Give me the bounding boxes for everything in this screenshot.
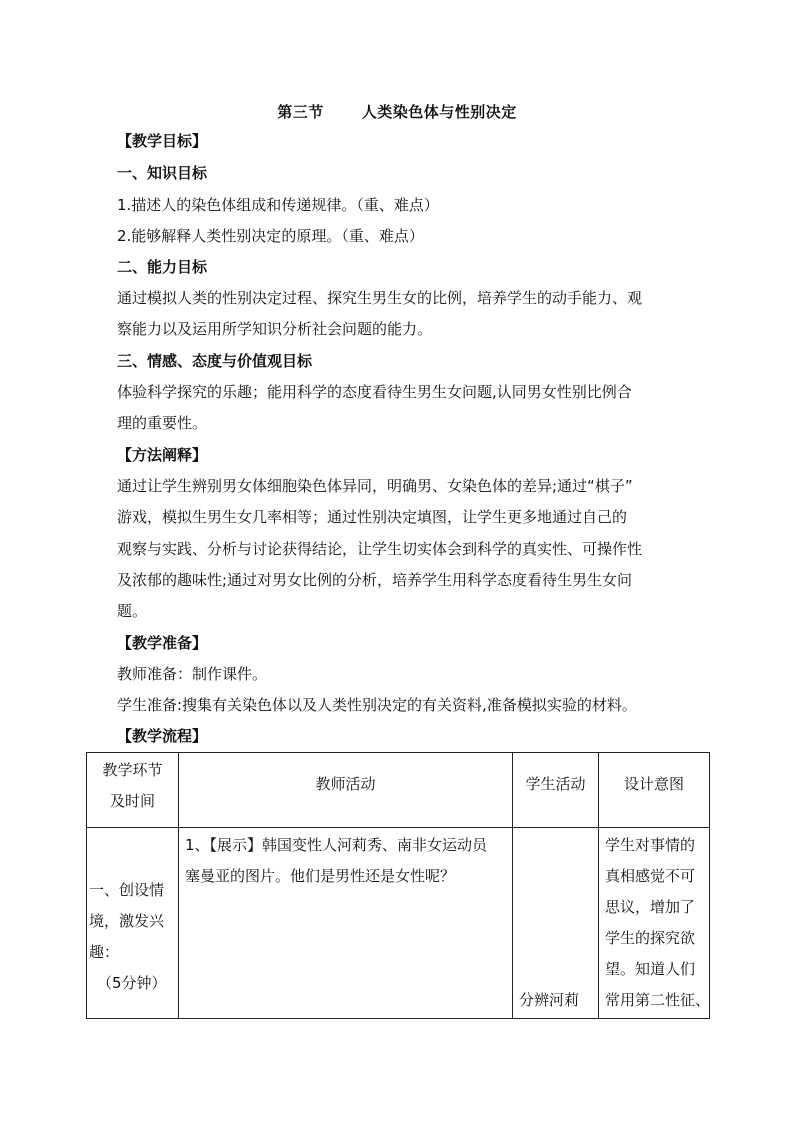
stage-line: 一、创设情 (89, 881, 165, 899)
teacher-activity-cell (179, 828, 513, 1019)
intent-line: 真相感觉不可 (605, 867, 696, 885)
header-stage-line: 及时间 (109, 792, 155, 810)
stage-line: 趣： (89, 943, 120, 961)
table-header-row (87, 753, 710, 828)
method-text-line: 通过让学生辨别男女体细胞染色体异同，明确男、女染色体的差异;通过“棋子” (117, 477, 633, 495)
stage-cell (87, 828, 179, 1019)
ability-heading: 二、能力目标 (117, 258, 208, 276)
header-design-intent (599, 753, 710, 828)
emotion-heading: 三、情感、态度与价值观目标 (117, 352, 313, 370)
teacher-activity-line: 塞曼亚的图片。他们是男性还是女性呢？ (185, 867, 456, 885)
page-title (0, 101, 794, 122)
method-text-line: 观察与实践、分析与讨论获得结论，让学生切实体会到科学的真实性、可操作性 (117, 540, 643, 558)
design-intent-cell (599, 828, 710, 1019)
header-teacher-label: 教师活动 (315, 775, 376, 793)
knowledge-item: 1.描述人的染色体组成和传递规律。（重、难点） (117, 196, 439, 214)
intent-line: 学生对事情的 (605, 836, 696, 854)
intent-line: 望。知道人们 (605, 960, 696, 978)
header-stage-line: 教学环节 (102, 761, 163, 779)
student-prep: 学生准备:搜集有关染色体以及人类性别决定的有关资料,准备模拟实验的材料。 (117, 696, 637, 714)
method-text-line: 游戏，模拟生男生女几率相等；通过性别决定填图，让学生更多地通过自己的 (117, 508, 628, 526)
header-intent-label: 设计意图 (623, 775, 684, 793)
header-teacher-activity (179, 753, 513, 828)
flow-heading: 【教学流程】 (117, 727, 208, 745)
student-activity-cell (513, 828, 599, 1019)
knowledge-item: 2.能够解释人类性别决定的原理。（重、难点） (117, 227, 424, 245)
method-heading: 【方法阐释】 (117, 446, 208, 464)
knowledge-heading: 一、知识目标 (117, 164, 208, 182)
section-name: 人类染色体与性别决定 (361, 103, 517, 121)
header-student-label: 学生活动 (525, 775, 586, 793)
intent-line: 学生的探究欲 (605, 929, 696, 947)
teacher-prep: 教师准备：制作课件。 (117, 665, 268, 683)
intent-line: 常用第二性征、 (605, 991, 711, 1009)
stage-line: 境，激发兴 (89, 912, 165, 930)
header-student-activity (513, 753, 599, 828)
student-activity-line: 分辨河莉 (519, 991, 580, 1009)
intent-line: 思议，增加了 (605, 898, 696, 916)
emotion-text-line: 体验科学探究的乐趣；能用科学的态度看待生男生女问题,认同男女性别比例合 (117, 383, 632, 401)
method-text-line: 题。 (117, 602, 148, 620)
table-row (87, 828, 710, 1019)
method-text-line: 及浓郁的趣味性;通过对男女比例的分析，培养学生用科学态度看待生男生女问 (117, 571, 633, 589)
header-stage (87, 753, 179, 828)
ability-text-line: 通过模拟人类的性别决定过程、探究生男生女的比例，培养学生的动手能力、观 (117, 289, 643, 307)
teaching-flow-table (86, 752, 710, 1019)
teacher-activity-line: 1、【展示】韩国变性人河莉秀、南非女运动员 (185, 836, 488, 854)
prep-heading: 【教学准备】 (117, 634, 208, 652)
ability-text-line: 察能力以及运用所学知识分析社会问题的能力。 (117, 320, 433, 338)
goals-heading: 【教学目标】 (117, 132, 208, 150)
stage-line: （5分钟） (97, 974, 167, 992)
emotion-text-line: 理的重要性。 (117, 414, 208, 432)
section-number: 第三节 (277, 103, 324, 121)
